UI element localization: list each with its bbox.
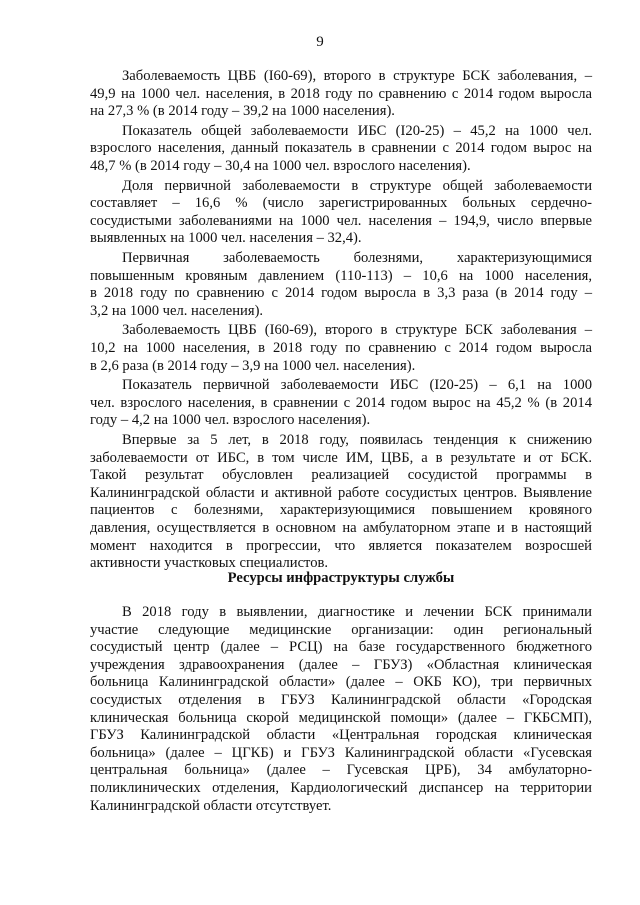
paragraph [90,178,592,248]
page-number: 9 [316,34,324,50]
text-line: поликлинических отделения, Кардиологический диспансер на территории [90,779,592,796]
text-line: Впервые за 5 лет, в 2018 году, появилась тенденция к снижению [122,432,592,448]
text-line: центральная больница» (далее – Гусевская ЦРБ), 34 амбулаторно- [90,762,592,779]
text-line: активности участковых специалистов. [90,555,329,572]
text-line: Такой результат обусловлен реализацией сосудистой программы в [90,467,592,484]
text-line: давления, осуществляется в основном на амбулаторном этапе и в настоящий [90,519,592,536]
text-line: составляет – 16,6 % (число зарегистрированных больных сердечно- [90,195,592,212]
text-line: 3,2 на 1000 чел. населения). [90,302,264,319]
paragraph [90,250,592,320]
text-line: клиническая больница скорой медицинской помощи» (далее – ГКБСМП), [90,709,592,726]
text-line: в 2018 году по сравнению с 2014 годом выросла в 3,3 раза (в 2014 году – [90,285,592,302]
text-line: 48,7 % (в 2014 году – 30,4 на 1000 чел. взрослого населения). [90,157,471,174]
text-line: взрослого населения, данный показатель в сравнении с 2014 годом вырос на [90,140,592,157]
text-line: сосудистыми заболеваниями на 1000 чел. населения – 194,9, число впервые [90,212,592,229]
text-line: 49,9 на 1000 чел. населения, в 2018 году по сравнению с 2014 годом выросла [90,85,592,102]
text-line: Доля первичной заболеваемости в структуре общей заболеваемости [122,177,592,194]
text-line: пациентов с болезнями, характеризующимися повышением кровяного [90,502,592,519]
text-line: учреждения здравоохранения (далее – ГБУЗ) «Областная клиническая [90,656,592,673]
text-line: ГБУЗ Калининградской области «Центральная городская клиническая [90,727,592,744]
text-line: участие следующие медицинские организации: один региональный [90,621,592,638]
text-line: больница» (далее – ЦГКБ) и ГБУЗ Калининградской области «Гусевская [90,744,592,761]
text-line: Калининградской области и активной работе сосудистых центров. Выявление [90,484,592,501]
text-line: в 2,6 раза (в 2014 году – 3,9 на 1000 чел. населения). [90,357,416,374]
text-line: Калининградской области отсутствует. [90,797,332,814]
text-line: году – 4,2 на 1000 чел. взрослого населения). [90,412,371,429]
paragraph [90,68,592,121]
text-line: момент находится в прогрессии, что является показателем возросшей [90,537,592,554]
text-line: на 27,3 % (в 2014 году – 39,2 на 1000 населения). [90,103,395,120]
paragraph [90,432,592,573]
text-line: Показатель первичной заболеваемости ИБС (I20-25) – 6,1 на 1000 [122,377,592,394]
paragraph [90,322,592,375]
text-line: сосудистый центр (далее – РСЦ) на базе государственного бюджетного [90,639,592,656]
paragraph [90,377,592,430]
section-heading [90,570,592,588]
text-line: сосудистых отделения в ГБУЗ Калининградской области «Городская [90,691,592,708]
text-line: Заболеваемость ЦВБ (I60-69), второго в структуре БСК заболевания – [122,322,592,339]
text-line: заболеваемости от ИБС, в том числе ИМ, ЦВБ, а в результате и от БСК. [90,449,592,466]
text-line: чел. взрослого населения, в сравнении с 2014 годом вырос на 45,2 % (в 2014 [90,394,592,411]
text-line: Показатель общей заболеваемости ИБС (I20-25) – 45,2 на 1000 чел. [122,122,592,139]
text-line: 10,2 на 1000 населения, в 2018 году по сравнению с 2014 годом выросла [90,339,592,356]
text-line: выявленных на 1000 чел. населения – 32,4). [90,230,362,247]
heading-text: Ресурсы инфраструктуры службы [227,570,455,586]
text-line: Первичная заболеваемость болезнями, характеризующимися [122,250,592,266]
text-line: больница Калининградской области» (далее – ОКБ КО), три первичных [90,674,592,691]
text-line: Заболеваемость ЦВБ (I60-69), второго в структуре БСК заболевания, – [122,68,592,84]
paragraph [90,123,592,176]
text-line: В 2018 году в выявлении, диагностике и лечении БСК принимали [122,604,592,620]
paragraph [90,604,592,815]
text-line: повышенным кровяным давлением (110-113) – 10,6 на 1000 населения, [90,267,592,284]
